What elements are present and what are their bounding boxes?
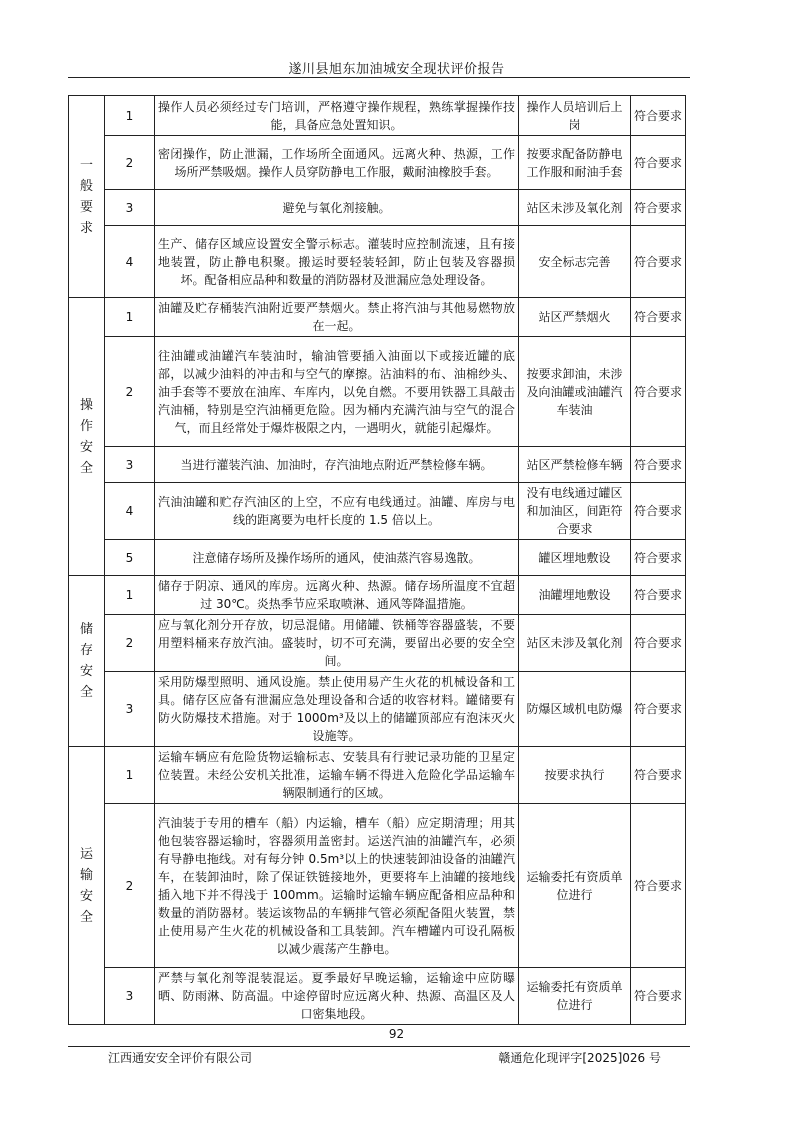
item-number-cell: 2	[105, 136, 155, 190]
table-row	[69, 483, 686, 540]
table-row	[69, 136, 686, 190]
result-cell: 符合要求	[631, 615, 686, 672]
item-number-cell: 5	[105, 540, 155, 576]
table-row	[69, 576, 686, 615]
table-row	[69, 968, 686, 1025]
status-cell: 操作人员培训后上岗	[519, 96, 631, 136]
result-cell: 符合要求	[631, 483, 686, 540]
table-row	[69, 615, 686, 672]
footer-divider	[68, 1046, 690, 1047]
result-cell: 符合要求	[631, 968, 686, 1025]
status-cell: 站区严禁检修车辆	[519, 447, 631, 483]
result-cell: 符合要求	[631, 298, 686, 337]
result-cell: 符合要求	[631, 337, 686, 447]
item-number-cell: 2	[105, 615, 155, 672]
item-number-cell: 2	[105, 337, 155, 447]
item-number-cell: 3	[105, 968, 155, 1025]
requirement-cell: 汽油油罐和贮存汽油区的上空，不应有电线通过。油罐、库房与电线的距离要为电杆长度的 1.5 倍以上。	[155, 483, 519, 540]
result-cell: 符合要求	[631, 136, 686, 190]
status-cell: 按要求配备防静电工作服和耐油手套	[519, 136, 631, 190]
item-number-cell: 1	[105, 298, 155, 337]
requirement-cell: 严禁与氧化剂等混装混运。夏季最好早晚运输，运输途中应防曝晒、防雨淋、防高温。中途停留时应远离火种、热源、高温区及人口密集地段。	[155, 968, 519, 1025]
status-cell: 安全标志完善	[519, 226, 631, 298]
requirement-cell: 注意储存场所及操作场所的通风，使油蒸汽容易逸散。	[155, 540, 519, 576]
status-cell: 站区未涉及氧化剂	[519, 615, 631, 672]
requirement-cell: 密闭操作，防止泄漏，工作场所全面通风。远离火种、热源，工作场所严禁吸烟。操作人员穿防静电工作服，戴耐油橡胶手套。	[155, 136, 519, 190]
evaluation-table	[68, 95, 686, 1025]
requirement-cell: 生产、储存区域应设置安全警示标志。灌装时应控制流速，且有接地装置，防止静电积聚。搬运时要轻装轻卸，防止包装及容器损坏。配备相应品种和数量的消防器材及泄漏应急处理设备。	[155, 226, 519, 298]
item-number-cell: 4	[105, 226, 155, 298]
report-title: 遂川县旭东加油城安全现状评价报告	[288, 62, 505, 77]
status-cell: 没有电线通过罐区和加油区，间距符合要求	[519, 483, 631, 540]
result-cell: 符合要求	[631, 747, 686, 804]
result-cell: 符合要求	[631, 190, 686, 226]
status-cell: 按要求执行	[519, 747, 631, 804]
table-row	[69, 298, 686, 337]
result-cell: 符合要求	[631, 447, 686, 483]
item-number-cell: 3	[105, 672, 155, 747]
page-number: 92	[388, 1027, 405, 1041]
status-cell: 罐区埋地敷设	[519, 540, 631, 576]
status-cell: 运输委托有资质单位进行	[519, 804, 631, 968]
result-cell: 符合要求	[631, 576, 686, 615]
result-cell: 符合要求	[631, 226, 686, 298]
requirement-cell: 当进行灌装汽油、加油时，存汽油地点附近严禁检修车辆。	[155, 447, 519, 483]
table-row	[69, 804, 686, 968]
category-cell: 运 输 安 全	[69, 747, 105, 1025]
status-cell: 运输委托有资质单位进行	[519, 968, 631, 1025]
requirement-cell: 往油罐或油罐汽车装油时，输油管要插入油面以下或接近罐的底部，以减少油料的冲击和与空气的摩擦。沾油料的布、油棉纱头、油手套等不要放在油库、车库内，以免自燃。不要用铁器工具敲击汽油桶，特别是空汽油桶更危险。因为桶内充满汽油与空气的混合气，而且经常处于爆炸极限之内，一遇明火，就能引起爆炸。	[155, 337, 519, 447]
item-number-cell: 1	[105, 576, 155, 615]
header-divider	[68, 77, 690, 78]
table-row	[69, 337, 686, 447]
requirement-cell: 采用防爆型照明、通风设施。禁止使用易产生火花的机械设备和工具。储存区应备有泄漏应急处理设备和合适的收容材料。罐储要有防火防爆技术措施。对于 1000m³及以上的储罐顶部应有泡沫灭火设施等。	[155, 672, 519, 747]
status-cell: 站区未涉及氧化剂	[519, 190, 631, 226]
table-row	[69, 96, 686, 136]
result-cell: 符合要求	[631, 804, 686, 968]
table-row	[69, 540, 686, 576]
requirement-cell: 避免与氧化剂接触。	[155, 190, 519, 226]
footer-company: 江西通安安全评价有限公司	[108, 1051, 253, 1065]
table-row	[69, 747, 686, 804]
requirement-cell: 运输车辆应有危险货物运输标志、安装具有行驶记录功能的卫星定位装置。未经公安机关批准，运输车辆不得进入危险化学品运输车辆限制通行的区域。	[155, 747, 519, 804]
item-number-cell: 2	[105, 804, 155, 968]
evaluation-table-body	[69, 96, 686, 1025]
result-cell: 符合要求	[631, 540, 686, 576]
result-cell: 符合要求	[631, 96, 686, 136]
item-number-cell: 3	[105, 190, 155, 226]
requirement-cell: 应与氧化剂分开存放，切忌混储。用储罐、铁桶等容器盛装，不要用塑料桶来存放汽油。盛装时，切不可充满，要留出必要的安全空间。	[155, 615, 519, 672]
item-number-cell: 1	[105, 747, 155, 804]
category-cell: 一 般 要 求	[69, 96, 105, 298]
requirement-cell: 操作人员必须经过专门培训，严格遵守操作规程，熟练掌握操作技能，具备应急处置知识。	[155, 96, 519, 136]
item-number-cell: 3	[105, 447, 155, 483]
requirement-cell: 储存于阴凉、通风的库房。远离火种、热源。储存场所温度不宜超过 30℃。炎热季节应采取喷淋、通风等降温措施。	[155, 576, 519, 615]
status-cell: 站区严禁烟火	[519, 298, 631, 337]
category-cell: 储 存 安 全	[69, 576, 105, 747]
status-cell: 按要求卸油，未涉及向油罐或油罐汽车装油	[519, 337, 631, 447]
status-cell: 防爆区域机电防爆	[519, 672, 631, 747]
table-row	[69, 672, 686, 747]
category-cell: 操 作 安 全	[69, 298, 105, 576]
table-row	[69, 447, 686, 483]
item-number-cell: 1	[105, 96, 155, 136]
table-row	[69, 226, 686, 298]
requirement-cell: 油罐及贮存桶装汽油附近要严禁烟火。禁止将汽油与其他易燃物放在一起。	[155, 298, 519, 337]
table-row	[69, 190, 686, 226]
requirement-cell: 汽油装于专用的槽车（船）内运输，槽车（船）应定期清理；用其他包装容器运输时，容器须用盖密封。运送汽油的油罐汽车，必须有导静电拖线。对有每分钟 0.5m³以上的快速装卸油设备的油罐汽车，在装卸油时，除了保证铁链接地外，更要将车上油罐的接地线插入地下并不得浅于 100mm。运输时运输车辆应配备相应品种和数量的消防器材。装运该物品的车辆排气管必须配备阻火装置，禁止使用易产生火花的机械设备和工具装卸。汽车槽罐内可设孔隔板以减少震荡产生静电。	[155, 804, 519, 968]
footer-document-number: 赣通危化现评字[2025]026 号	[498, 1051, 661, 1065]
item-number-cell: 4	[105, 483, 155, 540]
status-cell: 油罐埋地敷设	[519, 576, 631, 615]
result-cell: 符合要求	[631, 672, 686, 747]
